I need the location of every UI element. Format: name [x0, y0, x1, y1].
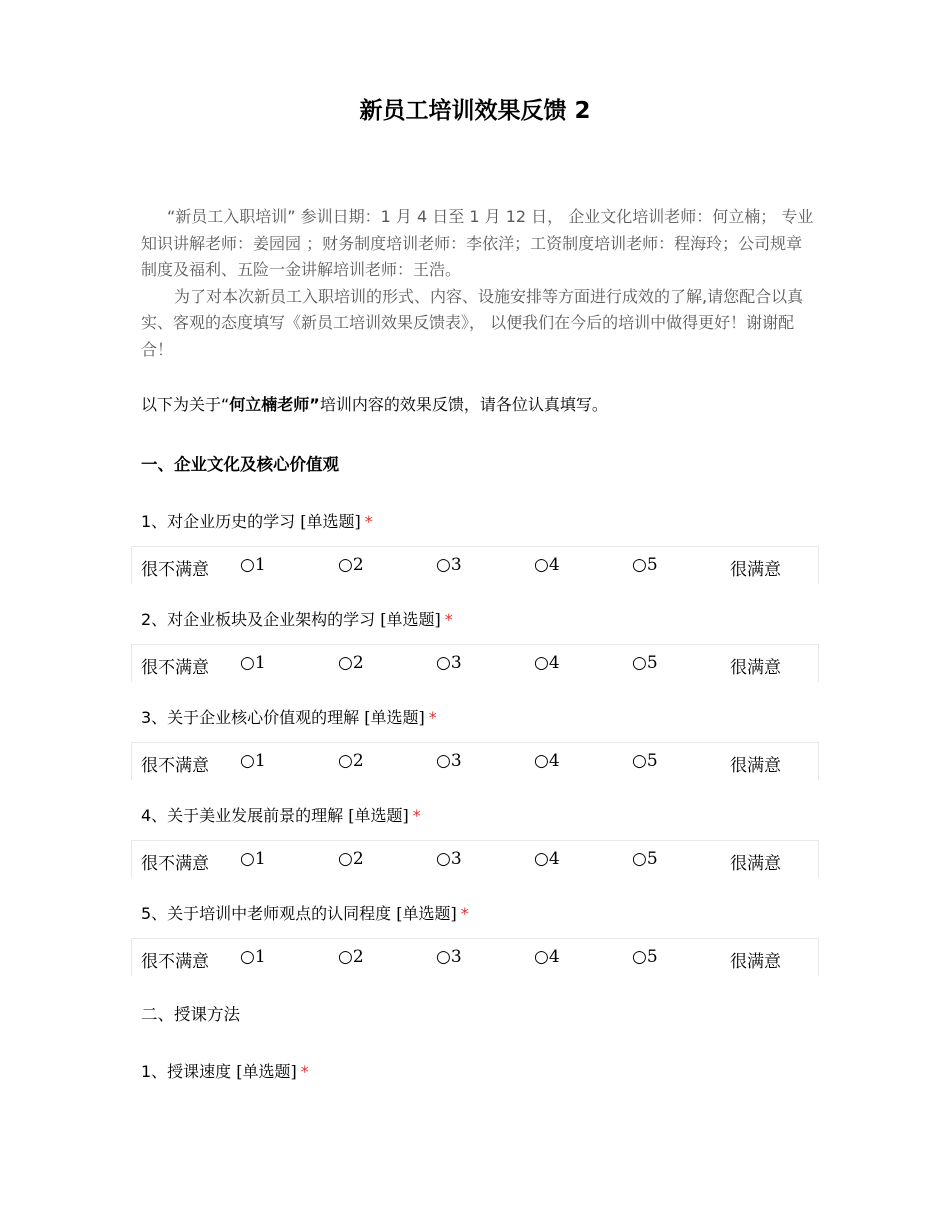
rating-option-3[interactable]: ○3: [436, 653, 462, 673]
rating-option-3[interactable]: ○3: [436, 849, 462, 869]
required-mark: *: [364, 512, 373, 531]
scale-low-label: 很不满意: [141, 756, 209, 776]
rating-option-1[interactable]: ○1: [240, 849, 266, 869]
question-text: 1、授课速度: [141, 1062, 237, 1081]
rating-scale: [131, 938, 819, 976]
intro-paragraph-2: 为了对本次新员工入职培训的形式、内容、设施安排等方面进行成效的了解,请您配合以真实、客观的态度填写《新员工培训效果反馈表》， 以便我们在今后的培训中做得更好！谢谢配合！: [141, 286, 804, 359]
question-text: 4、关于美业发展前景的理解: [141, 806, 349, 825]
rating-option-5[interactable]: ○5: [632, 849, 658, 869]
question-text: 5、关于培训中老师观点的认同程度: [141, 904, 397, 923]
scale-high-label: 很满意: [730, 854, 781, 874]
question-title: [141, 705, 437, 728]
rating-option-1[interactable]: ○1: [240, 947, 266, 967]
feedback-lead: [141, 392, 608, 415]
section-heading-1: 一、企业文化及核心价值观: [141, 455, 339, 474]
scale-high-label: 很满意: [730, 658, 781, 678]
question-type-tag: [单选题]: [364, 708, 425, 727]
rating-scale: [131, 546, 819, 584]
question-type-tag: [单选题]: [348, 806, 409, 825]
scale-high-label: 很满意: [730, 756, 781, 776]
rating-option-5[interactable]: ○5: [632, 653, 658, 673]
question-title: [141, 1059, 309, 1082]
rating-option-4[interactable]: ○4: [534, 751, 560, 771]
rating-option-5[interactable]: ○5: [632, 947, 658, 967]
lead-prefix: 以下为关于“: [141, 395, 230, 414]
rating-option-2[interactable]: ○2: [338, 751, 364, 771]
question-title: [141, 803, 421, 826]
question-title: [141, 901, 469, 924]
intro-text: [141, 204, 816, 363]
scale-low-label: 很不满意: [141, 560, 209, 580]
question-title: [141, 509, 373, 532]
rating-option-2[interactable]: ○2: [338, 555, 364, 575]
question-text: 1、对企业历史的学习: [141, 512, 301, 531]
required-mark: *: [428, 708, 437, 727]
rating-option-4[interactable]: ○4: [534, 653, 560, 673]
required-mark: *: [444, 610, 453, 629]
rating-scale: [131, 644, 819, 682]
required-mark: *: [300, 1062, 309, 1081]
question-title: [141, 607, 453, 630]
rating-option-5[interactable]: ○5: [632, 751, 658, 771]
page-title: 新员工培训效果反馈 2: [359, 98, 591, 124]
rating-option-1[interactable]: ○1: [240, 555, 266, 575]
required-mark: *: [412, 806, 421, 825]
rating-option-1[interactable]: ○1: [240, 653, 266, 673]
scale-low-label: 很不满意: [141, 952, 209, 972]
intro-paragraph-1: “新员工入职培训” 参训日期：1 月 4 日至 1 月 12 日， 企业文化培训老师：何立楠； 专业知识讲解老师：姜园园 ；财务制度培训老师：李依洋；工资制度培训老师：程海玲；公司规章制度及福利、五险一金讲解培训老师：王浩。: [141, 207, 814, 279]
question-type-tag: [单选题]: [396, 904, 457, 923]
rating-option-4[interactable]: ○4: [534, 555, 560, 575]
rating-option-2[interactable]: ○2: [338, 849, 364, 869]
rating-scale: [131, 742, 819, 780]
lead-teacher: 何立楠老师”: [229, 395, 320, 414]
question-text: 2、对企业板块及企业架构的学习: [141, 610, 381, 629]
rating-option-5[interactable]: ○5: [632, 555, 658, 575]
rating-scale: [131, 840, 819, 878]
question-type-tag: [单选题]: [300, 512, 361, 531]
question-text: 3、关于企业核心价值观的理解: [141, 708, 365, 727]
rating-option-4[interactable]: ○4: [534, 849, 560, 869]
section-heading-2: 二、授课方法: [141, 1005, 240, 1024]
rating-option-3[interactable]: ○3: [436, 751, 462, 771]
question-type-tag: [单选题]: [236, 1062, 297, 1081]
rating-option-2[interactable]: ○2: [338, 653, 364, 673]
rating-option-2[interactable]: ○2: [338, 947, 364, 967]
required-mark: *: [460, 904, 469, 923]
rating-option-4[interactable]: ○4: [534, 947, 560, 967]
scale-low-label: 很不满意: [141, 854, 209, 874]
rating-option-1[interactable]: ○1: [240, 751, 266, 771]
scale-high-label: 很满意: [730, 952, 781, 972]
question-type-tag: [单选题]: [380, 610, 441, 629]
scale-low-label: 很不满意: [141, 658, 209, 678]
rating-option-3[interactable]: ○3: [436, 555, 462, 575]
rating-option-3[interactable]: ○3: [436, 947, 462, 967]
scale-high-label: 很满意: [730, 560, 781, 580]
lead-suffix: 培训内容的效果反馈，请各位认真填写。: [319, 395, 608, 414]
